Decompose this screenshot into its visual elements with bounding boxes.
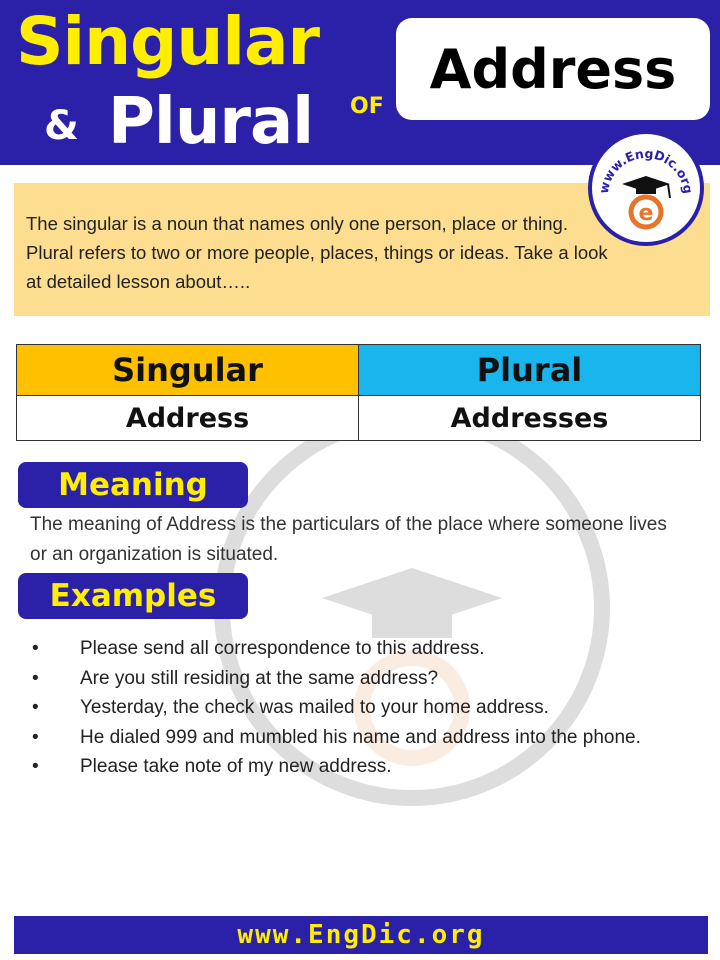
example-text: Please take note of my new address.	[80, 756, 392, 777]
meaning-text: The meaning of Address is the particulars of the place where someone lives or an organization is situated.	[30, 514, 667, 565]
examples-list	[30, 634, 680, 782]
bullet-icon: •	[32, 756, 39, 777]
bullet-icon: •	[32, 667, 39, 689]
list-item	[30, 634, 680, 664]
list-item	[30, 664, 680, 694]
svg-text:e: e	[638, 201, 654, 226]
singular-plural-table	[16, 344, 701, 441]
meaning-heading	[18, 462, 248, 508]
title-ampersand: &	[44, 103, 79, 149]
header-plural: Plural	[359, 345, 701, 396]
bullet-icon: •	[32, 638, 39, 659]
singular-form: Address	[17, 396, 359, 441]
bullet-icon: •	[32, 726, 39, 748]
examples-heading	[18, 573, 248, 619]
footer-url[interactable]: www.EngDic.org	[237, 920, 485, 950]
example-text: Please send all correspondence to this address.	[80, 638, 485, 659]
logo-svg	[592, 134, 700, 242]
title-singular: Singular	[16, 3, 320, 80]
headword: Address	[429, 37, 677, 101]
engdic-logo-icon	[588, 130, 704, 246]
logo-text: www.EngDic.org	[595, 145, 697, 195]
example-text: He dialed 999 and mumbled his name and address into the phone.	[80, 726, 641, 748]
intro-box: The singular is a noun that names only one person, place or thing. Plural refers to two or more people, places, things or ideas. Take a look at detailed lesson about…..	[14, 183, 710, 316]
example-text: Yesterday, the check was mailed to your home address.	[80, 697, 549, 718]
header-singular: Singular	[17, 345, 359, 396]
bullet-icon: •	[32, 697, 39, 718]
footer-banner	[14, 916, 708, 954]
plural-form: Addresses	[359, 396, 701, 441]
word-box	[396, 18, 710, 120]
example-text: Are you still residing at the same address?	[80, 667, 439, 689]
meaning-heading-label: Meaning	[58, 467, 208, 503]
list-item	[30, 693, 680, 723]
list-item	[30, 723, 680, 753]
title-plural: Plural	[108, 85, 314, 159]
list-item	[30, 752, 680, 782]
examples-heading-label: Examples	[49, 578, 217, 614]
title-of: OF	[350, 94, 384, 119]
